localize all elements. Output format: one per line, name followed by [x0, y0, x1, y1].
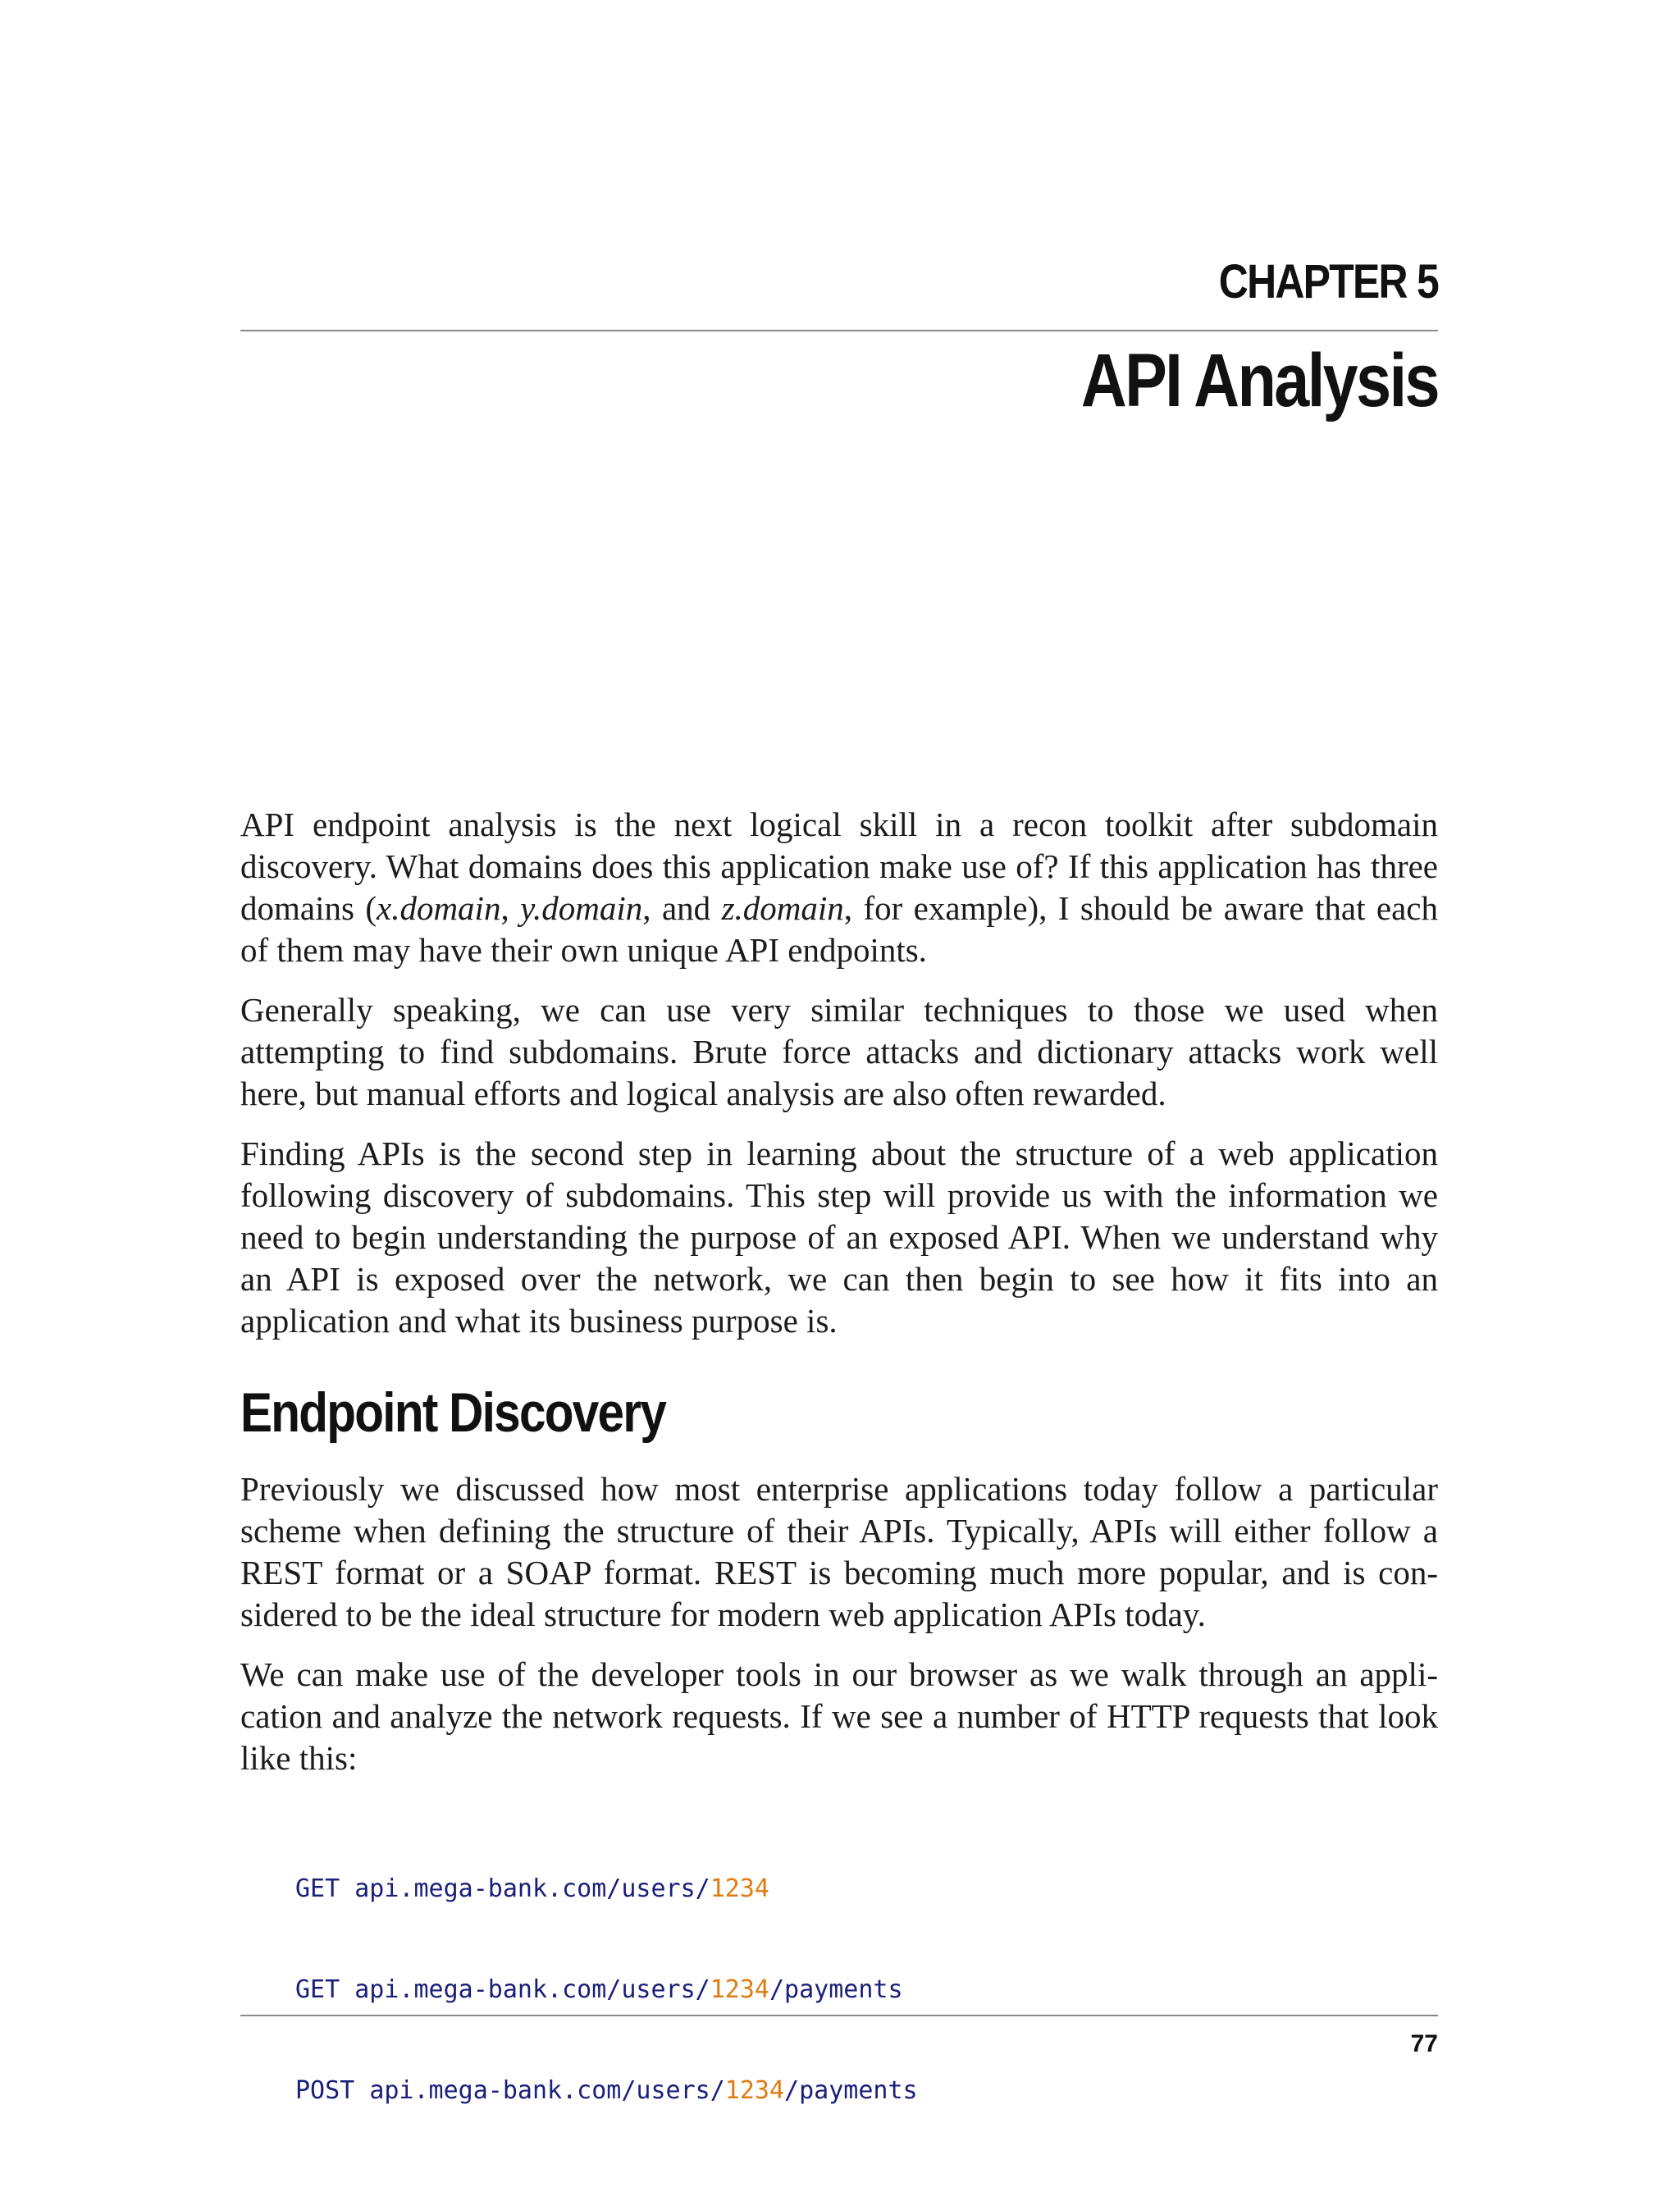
code-line: GET api.mega-bank.com/users/1234/payments [295, 1975, 903, 2004]
domain-x: x.domain [377, 889, 501, 927]
footer-divider [240, 2015, 1438, 2016]
code-listing [295, 1805, 918, 2175]
domain-y: y.domain [520, 889, 643, 927]
code-line: GET api.mega-bank.com/users/1234 [295, 1874, 769, 1903]
section-heading: Endpoint Discovery [240, 1381, 666, 1444]
intro-paragraph-2: Generally speaking, we can use very similar techniques to those we used when attempting to find subdomains. Brute force attacks and dictionary attacks work well here, but manual efforts and logical analysis are also often rewarded. [240, 991, 1438, 1112]
section-body [240, 1468, 1438, 1797]
chapter-title: API Analysis [1080, 339, 1438, 422]
chapter-label: CHAPTER 5 [1218, 255, 1438, 308]
section-paragraph-2: We can make use of the developer tools in our browser as we walk through an application and analyze the network requests. If we see a number of HTTP requests that look like this: [240, 1655, 1438, 1777]
domain-z: z.domain [721, 889, 844, 927]
section-paragraph-1: Previously we discussed how most enterprise applications today follow a particular scheme when defining the structure of their APIs. Typically, APIs will either follow a REST format or a SOAP format. REST is becoming much more popular, and is considered to be the ideal structure for modern web application APIs today. [240, 1470, 1438, 1633]
intro-paragraph-3: Finding APIs is the second step in learning about the structure of a web application following discovery of subdomains. This step will provide us with the information we need to begin understanding the purpose of an exposed API. When we understand why an API is exposed over the network, we can then begin to see how it fits into an application and what its business purpose is. [240, 1134, 1438, 1340]
chapter-divider [240, 330, 1438, 331]
page-number: 77 [1410, 2030, 1438, 2057]
intro-paragraph-1: API endpoint analysis is the next logical skill in a recon toolkit after subdomain discovery. What domains does this application make use of? If this application has three domains (x.domain, y.domain, and z.domain, for example), I should be aware that each of them may have their own unique API endpoints. [240, 806, 1438, 969]
code-line: POST api.mega-bank.com/users/1234/payments [295, 2076, 918, 2105]
intro-body [240, 804, 1438, 1360]
